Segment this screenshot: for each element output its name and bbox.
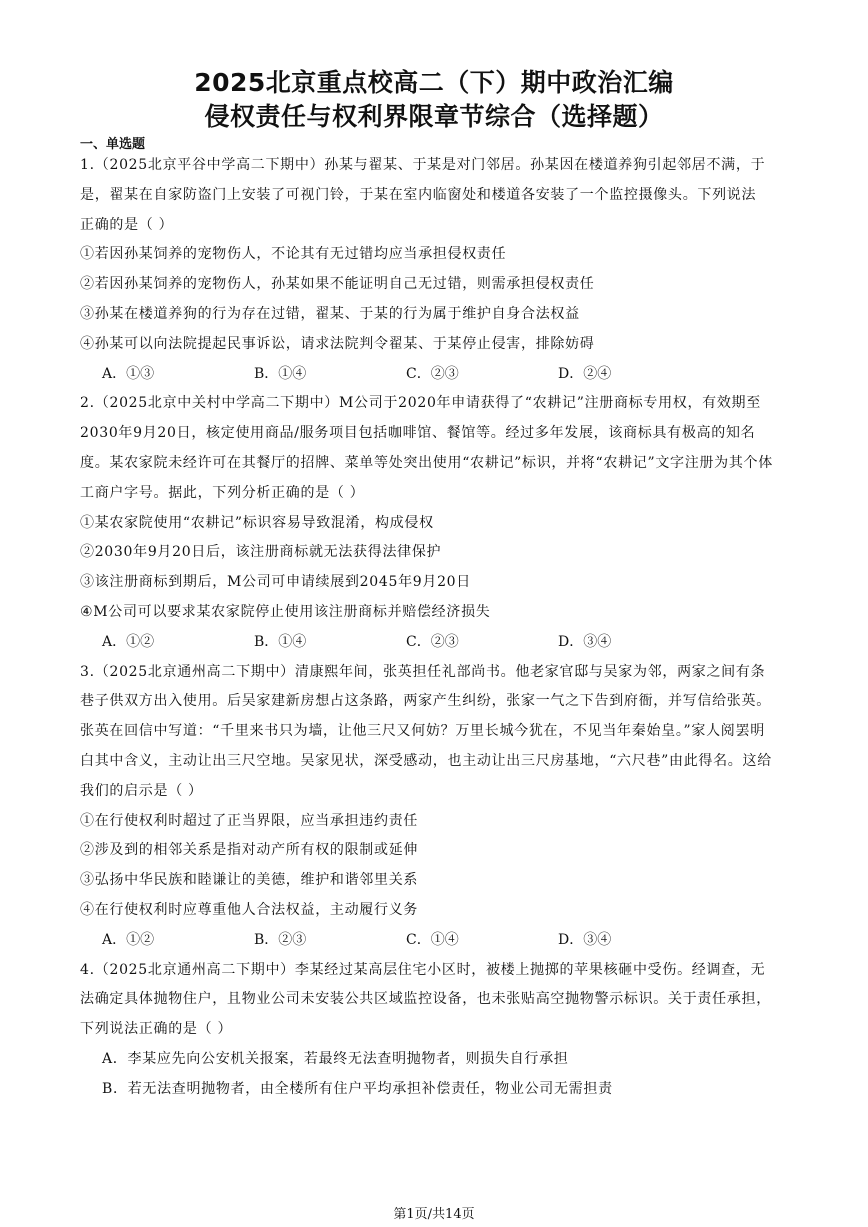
section-heading: 一、单选题 — [80, 137, 146, 152]
question-3-stem-line-2: 巷子供双方出入使用。后吴家建新房想占这条路，两家产生纠纷，张家一气之下告到府衙，并写信给张英。 — [80, 693, 771, 710]
question-1-stem-line-1: 1.（2025北京平谷中学高二下期中）孙某与翟某、于某是对门邻居。孙某因在楼道养狗引起邻居不满，于 — [80, 157, 766, 173]
question-4-option-a: A．李某应先向公安机关报案，若最终无法查明抛物者，则损失自行承担 — [102, 1050, 569, 1067]
question-1-option-a: A．①③ — [102, 365, 155, 382]
question-2-stem-line-1: 2.（2025北京中关村中学高二下期中）M公司于2020年申请获得了“农耕记”注册商标专用权，有效期至 — [80, 395, 761, 412]
question-1-stem-line-2: 是，翟某在自家防盗门上安装了可视门铃，于某在室内临窗处和楼道各安装了一个监控摄像头。下列说法 — [80, 186, 757, 203]
question-3-stem-line-1: 3.（2025北京通州高二下期中）清康熙年间，张英担任礼部尚书。他老家官邸与吴家为邻，两家之间有条 — [80, 663, 766, 680]
question-3-option-a: A．①② — [102, 931, 155, 948]
question-4 — [80, 956, 792, 1105]
question-3-stem-line-4: 白其中含义，主动让出三尺空地。吴家见状，深受感动，也主动让出三尺房基地，“六尺巷”由此得名。这给 — [80, 752, 772, 769]
question-1-statement-1: ①若因孙某饲养的宠物伤人，不论其有无过错均应当承担侵权责任 — [80, 246, 507, 263]
question-4-stem-line-3: 下列说法正确的是（ ） — [80, 1021, 233, 1038]
question-2-statement-1: ①某农家院使用“农耕记”标识容易导致混淆，构成侵权 — [80, 514, 434, 531]
question-2-statement-4: ④M公司可以要求某农家院停止使用该注册商标并赔偿经济损失 — [80, 603, 491, 620]
question-2-statement-2: ②2030年9月20日后，该注册商标就无法获得法律保护 — [80, 544, 442, 561]
question-2-stem-line-4: 工商户字号。据此，下列分析正确的是（ ） — [80, 484, 365, 501]
question-2-option-d: D．③④ — [558, 633, 612, 650]
document-title-line-1: 2025北京重点校高二（下）期中政治汇编 — [194, 68, 674, 97]
question-1-option-d: D．②④ — [558, 365, 612, 382]
question-4-stem-line-2: 法确定具体抛物住户，且物业公司未安装公共区域监控设备，也未张贴高空抛物警示标识。关于责任承担， — [80, 991, 771, 1008]
question-2-option-c: C．②③ — [406, 633, 459, 650]
question-3-statement-4: ④在行使权利时应尊重他人合法权益，主动履行义务 — [80, 901, 419, 918]
document-title-line-2: 侵权责任与权利界限章节综合（选择题） — [204, 102, 664, 131]
question-list — [80, 151, 792, 1105]
question-2-options — [80, 628, 792, 658]
question-1-option-b: B．①④ — [254, 365, 307, 382]
question-2-stem-line-2: 2030年9月20日，核定使用商品/服务项目包括咖啡馆、餐馆等。经过多年发展，该商标具有极高的知名 — [80, 425, 756, 442]
question-3-stem-line-3: 张英在回信中写道：“千里来书只为墙，让他三尺又何妨？万里长城今犹在，不见当年秦始皇。”家人阅罢明 — [80, 723, 765, 740]
question-3-statement-2: ②涉及到的相邻关系是指对动产所有权的限制或延伸 — [80, 842, 419, 859]
question-2 — [80, 389, 792, 657]
page-footer: 第1页/共14页 — [393, 1207, 475, 1222]
question-3 — [80, 658, 792, 956]
question-2-stem-line-3: 度。某农家院未经许可在其餐厅的招牌、菜单等处突出使用“农耕记”标识，并将“农耕记”文字注册为其个体 — [80, 454, 773, 471]
question-3-options — [80, 926, 792, 956]
question-4-stem-line-1: 4.（2025北京通州高二下期中）李某经过某高层住宅小区时，被楼上抛掷的苹果核砸中受伤。经调查，无 — [80, 961, 766, 978]
question-3-statement-3: ③弘扬中华民族和睦谦让的美德，维护和谐邻里关系 — [80, 872, 419, 889]
question-3-option-c: C．①④ — [406, 931, 459, 948]
question-2-statement-3: ③该注册商标到期后，M公司可申请续展到2045年9月20日 — [80, 574, 471, 591]
question-1-statement-3: ③孙某在楼道养狗的行为存在过错，翟某、于某的行为属于维护自身合法权益 — [80, 305, 580, 322]
question-3-statement-1: ①在行使权利时超过了正当界限，应当承担违约责任 — [80, 812, 419, 829]
question-4-option-b: B．若无法查明抛物者，由全楼所有住户平均承担补偿责任，物业公司无需担责 — [102, 1080, 613, 1097]
question-1-options — [80, 360, 792, 390]
question-1-stem-line-3: 正确的是（ ） — [80, 216, 174, 233]
question-1-statement-4: ④孙某可以向法院提起民事诉讼，请求法院判令翟某、于某停止侵害，排除妨碍 — [80, 335, 595, 352]
question-2-option-a: A．①② — [102, 633, 155, 650]
question-3-option-b: B．②③ — [254, 931, 307, 948]
question-1-statement-2: ②若因孙某饲养的宠物伤人，孙某如果不能证明自己无过错，则需承担侵权责任 — [80, 276, 595, 293]
question-2-option-b: B．①④ — [254, 633, 307, 650]
question-3-option-d: D．③④ — [558, 931, 612, 948]
question-1-option-c: C．②③ — [406, 365, 459, 382]
question-1 — [80, 151, 792, 389]
question-3-stem-line-5: 我们的启示是（ ） — [80, 782, 203, 799]
